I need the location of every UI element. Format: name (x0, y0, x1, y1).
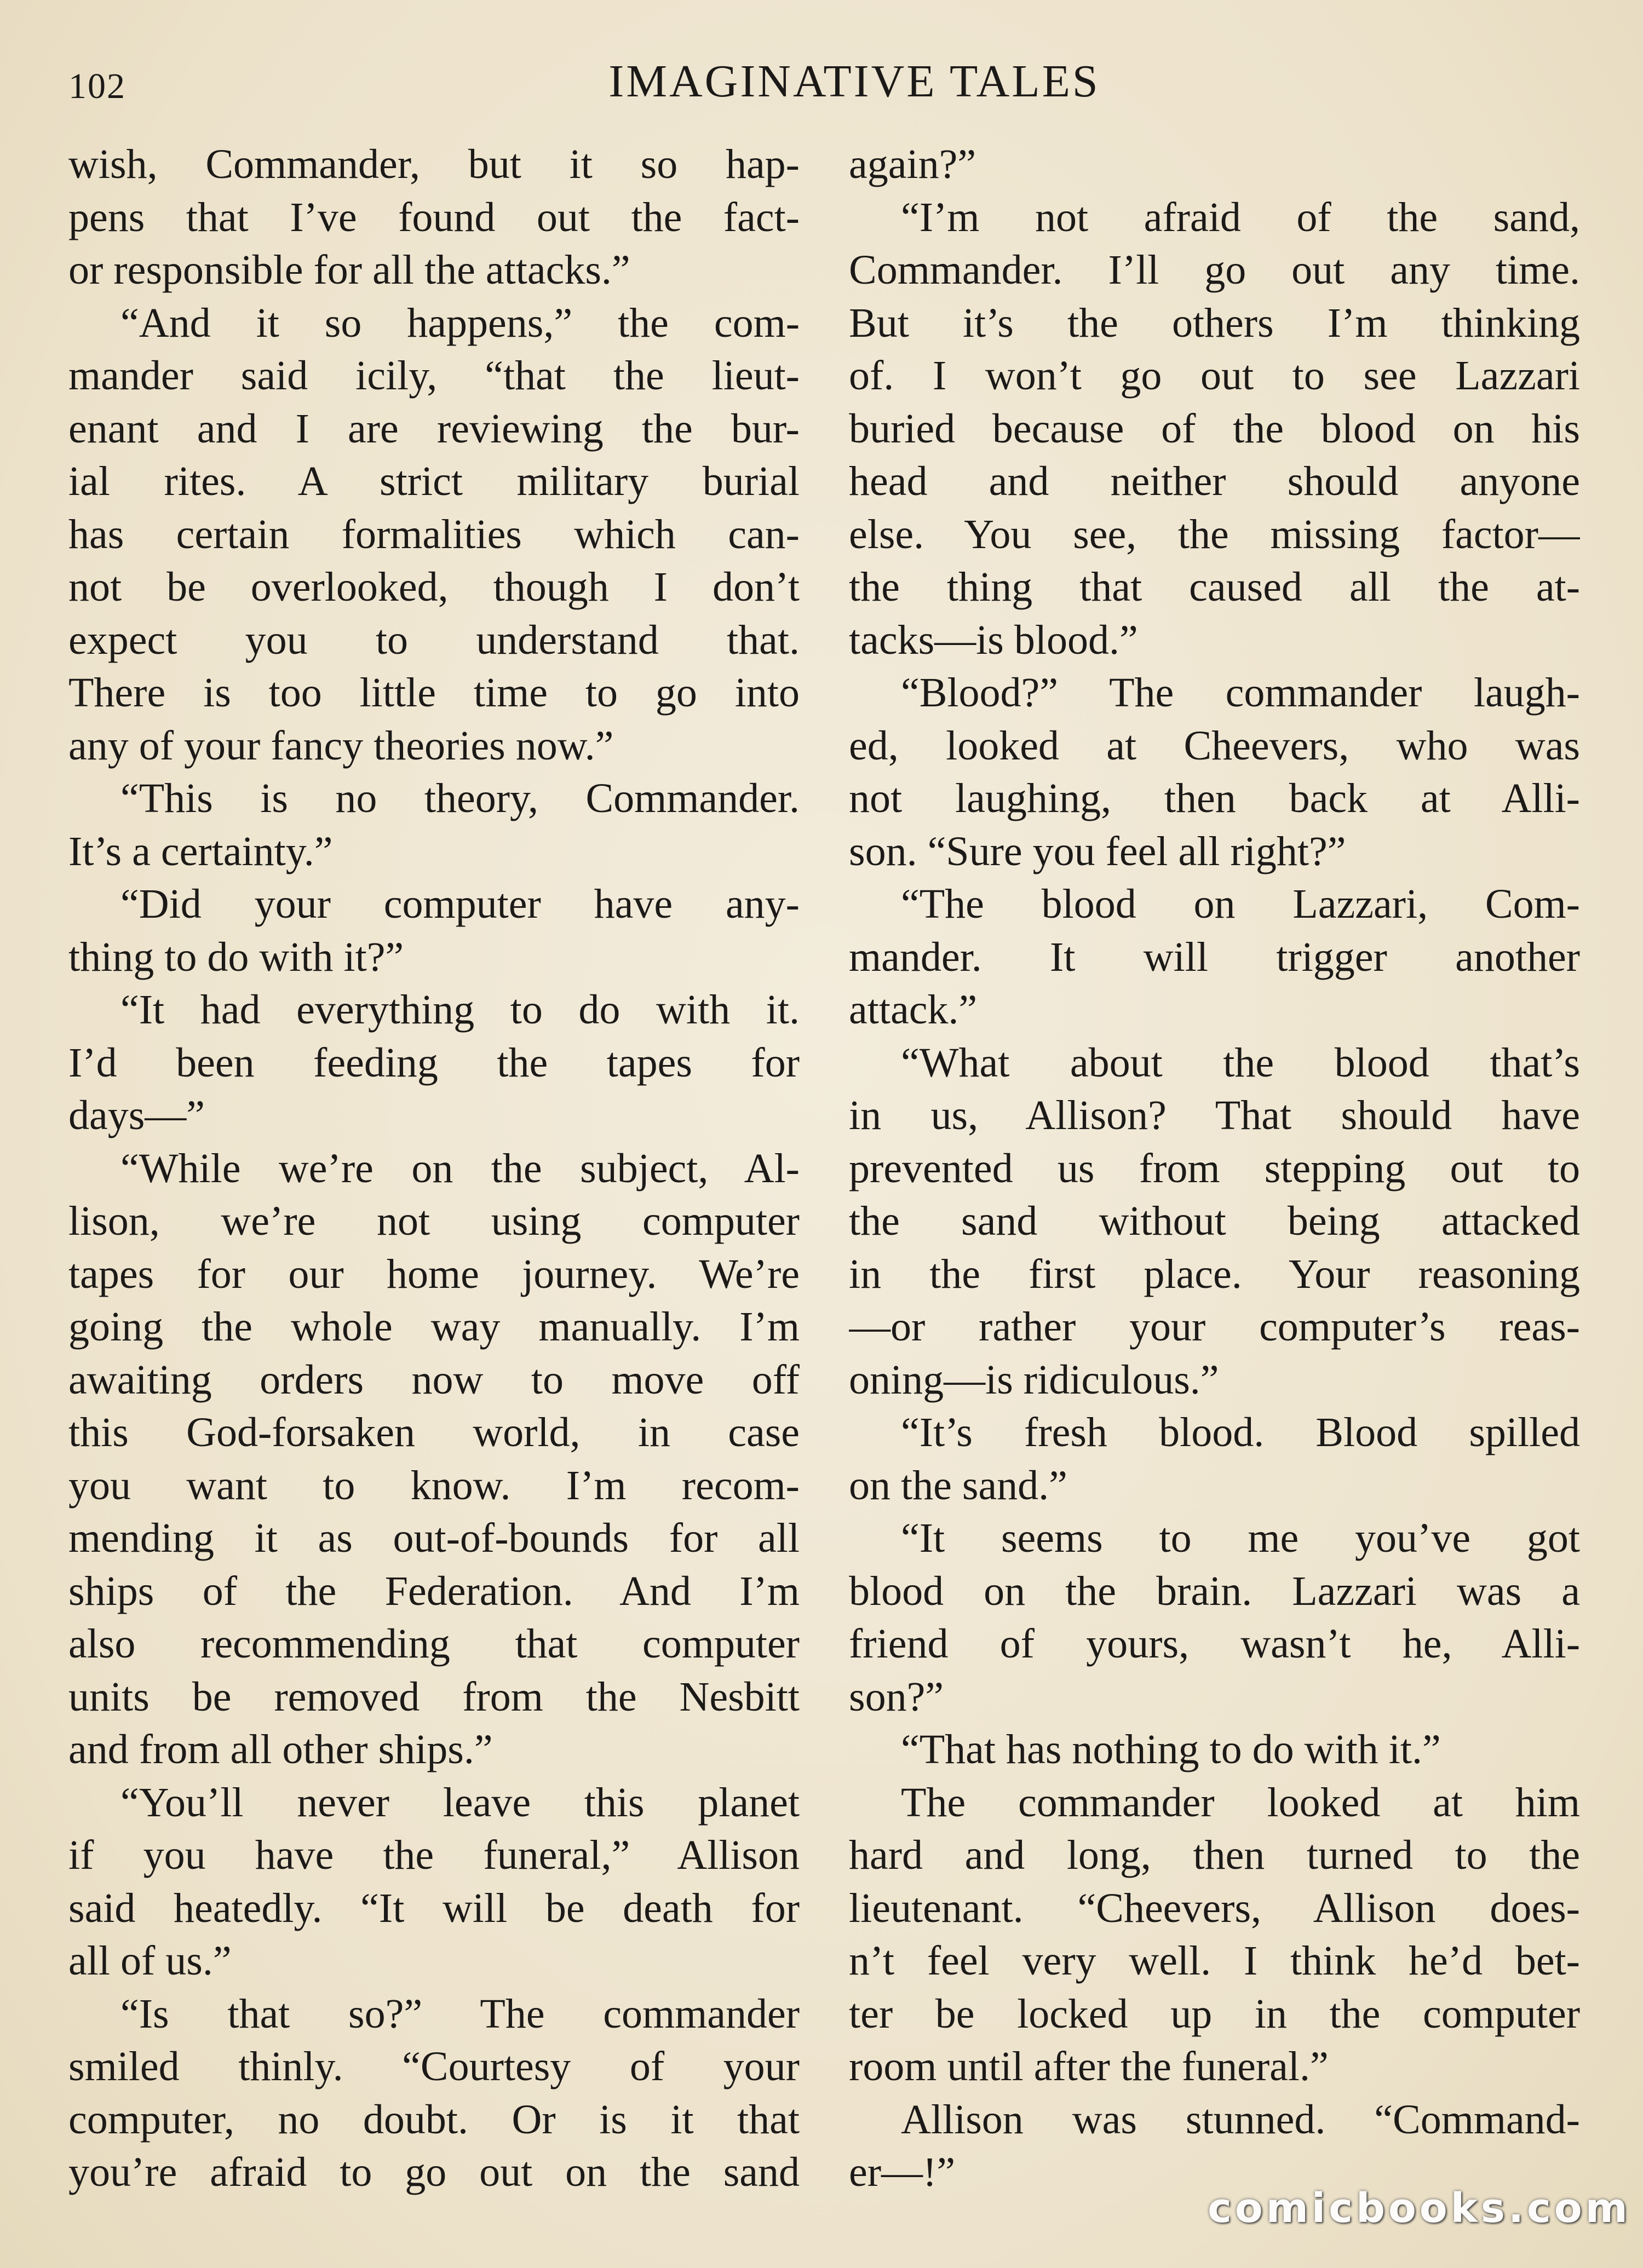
text-line: prevented us from stepping out to (849, 1145, 1580, 1191)
left-column (68, 138, 800, 2199)
text-line: this God-forsaken world, in case (68, 1409, 800, 1455)
text-line: “It seems to me you’ve got (901, 1515, 1580, 1561)
text-line: lieutenant. “Cheevers, Allison does- (849, 1885, 1580, 1931)
text-line: all of us.” (68, 1938, 232, 1984)
watermark-logo: comicbooks.com (1208, 2185, 1631, 2232)
text-line: mander. It will trigger another (849, 934, 1580, 980)
text-line: friend of yours, wasn’t he, Alli- (849, 1621, 1580, 1667)
text-line: the thing that caused all the at- (849, 564, 1580, 610)
text-line: else. You see, the missing factor— (849, 511, 1580, 557)
text-line: mending it as out-of-bounds for all (68, 1515, 800, 1561)
text-line: “It’s fresh blood. Blood spilled (901, 1409, 1580, 1455)
text-line: The commander looked at him (901, 1779, 1580, 1826)
text-line: “That has nothing to do with it.” (901, 1726, 1441, 1772)
text-line: Allison was stunned. “Command- (901, 2096, 1580, 2143)
text-line: er—!” (849, 2149, 956, 2195)
text-line: buried because of the blood on his (849, 405, 1580, 452)
text-line: lison, we’re not using computer (68, 1198, 800, 1244)
text-line: days—” (68, 1092, 205, 1138)
right-column (849, 138, 1580, 2199)
text-line: oning—is ridiculous.” (849, 1356, 1219, 1403)
text-line: “You’ll never leave this planet (120, 1779, 800, 1826)
text-line: hard and long, then turned to the (849, 1832, 1580, 1878)
text-line: blood on the brain. Lazzari was a (849, 1568, 1580, 1614)
text-line: units be removed from the Nesbitt (68, 1673, 800, 1720)
text-line: expect you to understand that. (68, 617, 800, 663)
text-line: “Is that so?” The commander (120, 1990, 800, 2037)
text-line: computer, no doubt. Or is it that (68, 2096, 800, 2143)
text-line: wish, Commander, but it so hap- (68, 141, 800, 187)
text-line: There is too little time to go into (68, 670, 800, 716)
text-line: not laughing, then back at Alli- (849, 775, 1580, 821)
text-line: Commander. I’ll go out any time. (849, 247, 1580, 293)
page-number: 102 (68, 66, 126, 106)
text-line: son. “Sure you feel all right?” (849, 828, 1346, 874)
text-line: attack.” (849, 987, 978, 1033)
text-line: But it’s the others I’m thinking (849, 300, 1580, 346)
text-line: “And it so happens,” the com- (120, 300, 800, 346)
text-line: smiled thinly. “Courtesy of your (68, 2043, 800, 2089)
text-line: pens that I’ve found out the fact- (68, 194, 800, 240)
text-line: “While we’re on the subject, Al- (120, 1145, 800, 1191)
text-line: enant and I are reviewing the bur- (68, 405, 800, 452)
page-header (68, 55, 1629, 115)
text-line: tacks—is blood.” (849, 617, 1138, 663)
text-line: and from all other ships.” (68, 1726, 493, 1772)
running-head: IMAGINATIVE TALES (608, 56, 1100, 107)
text-line: n’t feel very well. I think he’d bet- (849, 1938, 1580, 1984)
text-line: in the first place. Your reasoning (849, 1251, 1580, 1297)
text-line: room until after the funeral.” (849, 2043, 1329, 2089)
text-line: of. I won’t go out to see Lazzari (849, 353, 1580, 399)
text-line: “Did your computer have any- (120, 881, 800, 927)
text-line: “Blood?” The commander laugh- (901, 670, 1580, 716)
text-line: ial rites. A strict military burial (68, 458, 800, 504)
text-line: ships of the Federation. And I’m (68, 1568, 800, 1614)
text-line: “This is no theory, Commander. (120, 775, 800, 821)
text-line: on the sand.” (849, 1462, 1067, 1509)
text-line: “It had everything to do with it. (120, 987, 800, 1033)
text-line: head and neither should anyone (849, 458, 1580, 504)
text-line: ed, looked at Cheevers, who was (849, 722, 1580, 769)
text-line: “The blood on Lazzari, Com- (901, 881, 1580, 927)
text-line: any of your fancy theories now.” (68, 722, 614, 769)
text-line: tapes for our home journey. We’re (68, 1251, 800, 1297)
text-line: awaiting orders now to move off (68, 1356, 800, 1403)
text-line: —or rather your computer’s reas- (849, 1304, 1580, 1350)
text-line: you want to know. I’m recom- (68, 1462, 800, 1509)
text-line: the sand without being attacked (849, 1198, 1580, 1244)
text-line: going the whole way manually. I’m (68, 1304, 800, 1350)
text-line: son?” (849, 1673, 944, 1720)
text-line: also recommending that computer (68, 1621, 800, 1667)
text-line: I’d been feeding the tapes for (68, 1039, 800, 1086)
text-line: thing to do with it?” (68, 934, 404, 980)
text-line: not be overlooked, though I don’t (68, 564, 800, 610)
text-line: “I’m not afraid of the sand, (901, 194, 1580, 240)
text-line: in us, Allison? That should have (849, 1092, 1580, 1138)
text-line: if you have the funeral,” Allison (68, 1832, 800, 1878)
text-line: you’re afraid to go out on the sand (68, 2149, 800, 2195)
text-line: has certain formalities which can- (68, 511, 800, 557)
text-line: mander said icily, “that the lieut- (68, 353, 800, 399)
text-line: “What about the blood that’s (901, 1039, 1580, 1086)
text-line: again?” (849, 141, 976, 187)
text-line: or responsible for all the attacks.” (68, 247, 630, 293)
text-line: ter be locked up in the computer (849, 1990, 1580, 2037)
text-line: said heatedly. “It will be death for (68, 1885, 800, 1931)
text-line: It’s a certainty.” (68, 828, 333, 874)
